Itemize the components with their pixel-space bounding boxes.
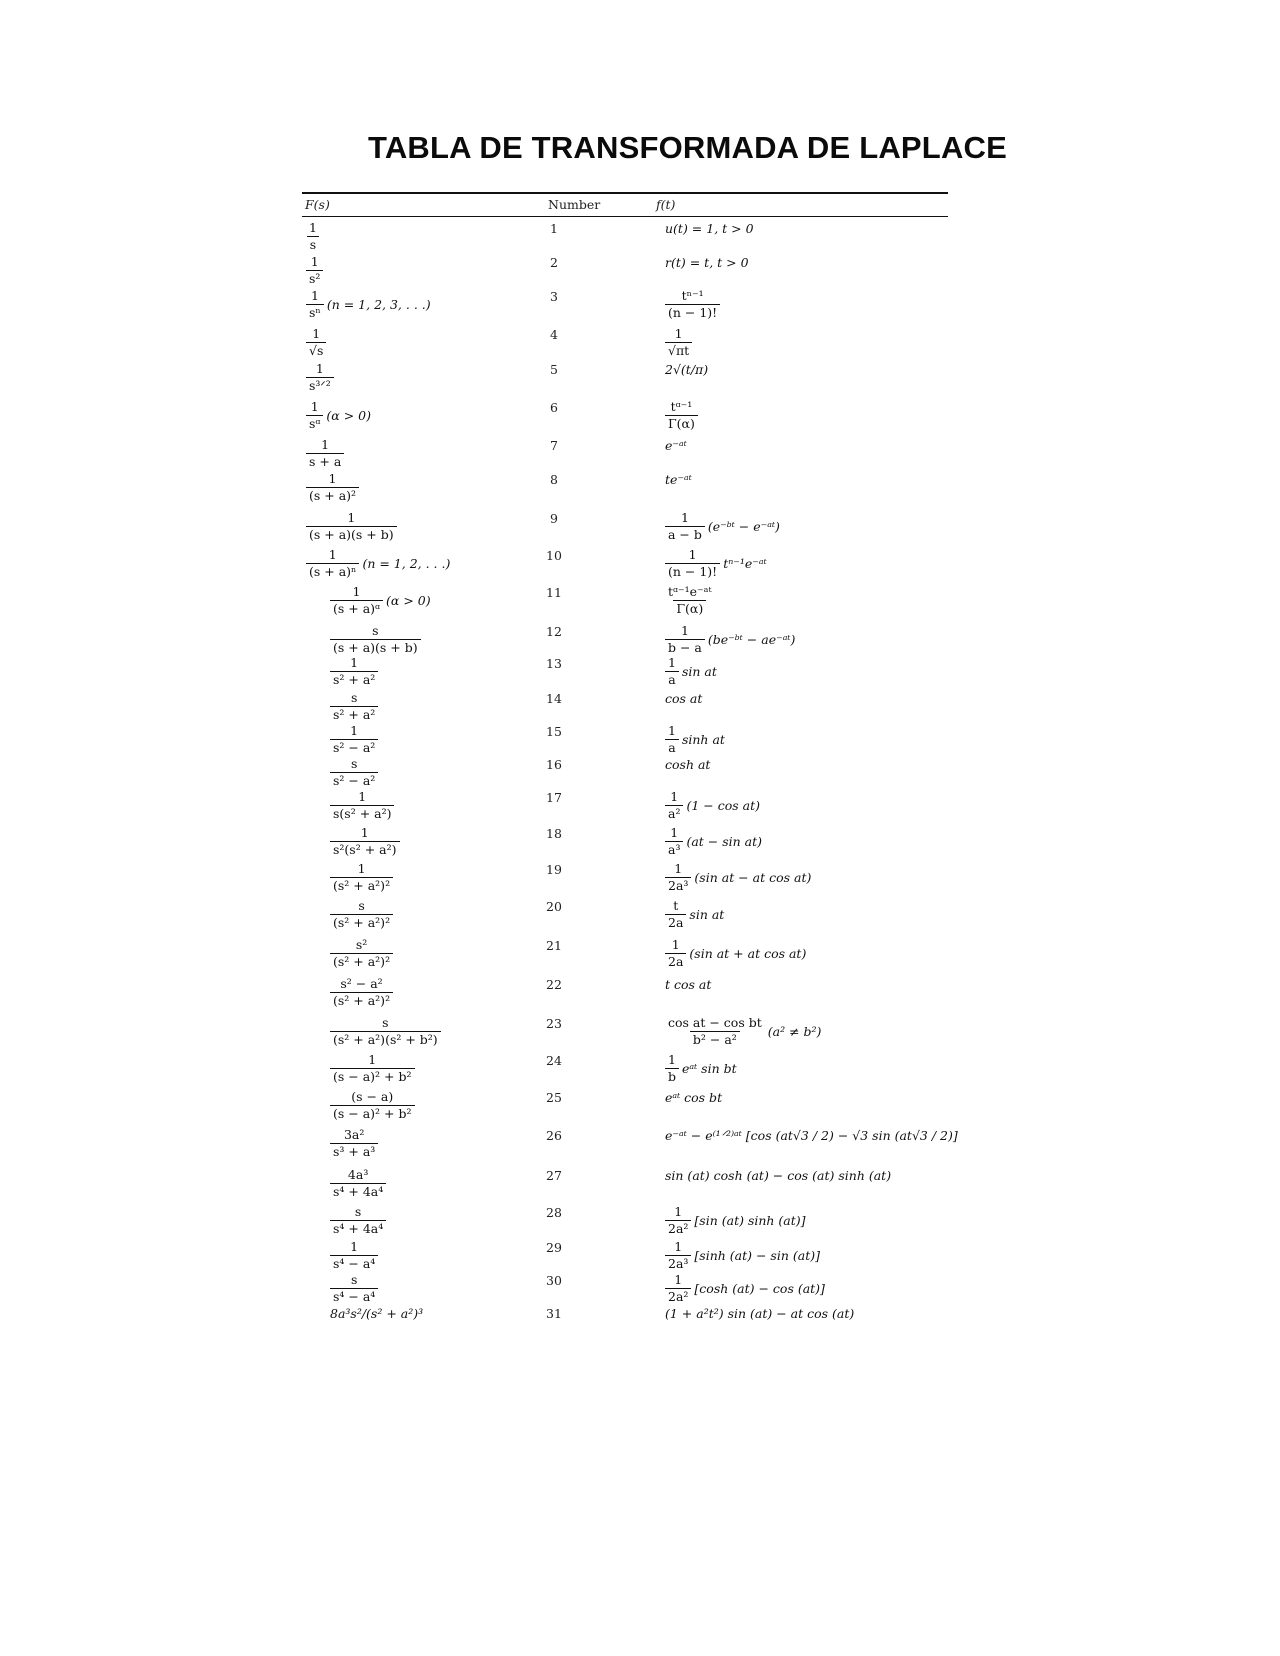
ft-cell [665, 255, 749, 271]
fs-fraction-denominator: s² + a² [330, 671, 378, 687]
fs-fraction-denominator: (s − a)² + b² [330, 1105, 415, 1121]
fs-fraction-numerator: 1 [350, 723, 359, 738]
fs-fraction-denominator: s² [306, 270, 323, 286]
fs-cell [306, 289, 431, 320]
ft-fraction-denominator: a³ [665, 841, 683, 857]
fs-fraction-denominator: (s² + a²)² [330, 992, 393, 1008]
fs-fraction-numerator: s [350, 690, 358, 705]
ft-cell [665, 691, 702, 707]
fs-cell [306, 511, 397, 542]
fs-fraction-numerator: 1 [315, 361, 324, 376]
ft-fraction [665, 826, 683, 857]
fs-fraction [330, 790, 394, 821]
ft-expression: (sin at − at cos at) [694, 870, 812, 885]
ft-cell [665, 362, 708, 378]
fs-fraction-denominator: sᵅ [306, 415, 323, 431]
fs-fraction [306, 221, 320, 252]
fs-fraction-denominator: s² − a² [330, 739, 378, 755]
fs-cell [330, 1053, 415, 1084]
row-number: 13 [546, 656, 562, 671]
ft-fraction [665, 327, 692, 358]
row-number: 10 [546, 548, 562, 563]
fs-fraction [306, 548, 359, 579]
ft-cell [665, 1240, 820, 1271]
fs-cell [330, 862, 393, 893]
fs-fraction [330, 1053, 415, 1084]
ft-cell [665, 1205, 806, 1236]
ft-fraction-denominator: √πt [665, 342, 692, 358]
fs-fraction-numerator: 1 [352, 584, 361, 599]
ft-cell [665, 724, 725, 755]
ft-fraction-numerator: 1 [670, 825, 679, 840]
table-top-rule [302, 192, 948, 194]
ft-expression: cosh at [665, 757, 711, 772]
ft-fraction [665, 1053, 679, 1084]
fs-cell [306, 400, 371, 431]
ft-expression: te⁻ᵃᵗ [665, 472, 692, 487]
fs-fraction [330, 1090, 415, 1121]
ft-fraction [665, 1205, 691, 1236]
fs-fraction [330, 899, 393, 930]
row-number: 5 [550, 362, 558, 377]
ft-expression: u(t) = 1, t > 0 [665, 221, 754, 236]
ft-fraction-numerator: cos at − cos bt [668, 1015, 762, 1030]
ft-fraction [665, 862, 691, 893]
fs-cell [330, 1273, 378, 1304]
fs-fraction-numerator: 1 [312, 326, 321, 341]
ft-fraction-numerator: tᵅ⁻¹ [670, 399, 693, 414]
ft-cell [665, 757, 710, 773]
ft-fraction-numerator: 1 [674, 1272, 683, 1287]
fs-fraction-numerator: s [350, 1272, 358, 1287]
ft-fraction-denominator: b² − a² [690, 1031, 740, 1047]
ft-cell [665, 1128, 958, 1144]
ft-fraction-numerator: 1 [674, 326, 683, 341]
row-number: 24 [546, 1053, 562, 1068]
ft-fraction-denominator: 2a [665, 914, 686, 930]
fs-fraction-denominator: s⁴ + 4a⁴ [330, 1220, 386, 1236]
fs-fraction [330, 1205, 386, 1236]
row-number: 26 [546, 1128, 562, 1143]
fs-fraction-numerator: 1 [310, 288, 319, 303]
ft-fraction-numerator: 1 [674, 861, 683, 876]
fs-cell [330, 1090, 415, 1121]
ft-fraction-denominator: b − a [665, 639, 705, 655]
ft-fraction-denominator: (n − 1)! [665, 563, 720, 579]
ft-fraction [665, 548, 720, 579]
fs-fraction-numerator: s² [355, 937, 368, 952]
fs-fraction-denominator: (s + a)² [306, 487, 359, 503]
row-number: 1 [550, 221, 558, 236]
ft-fraction [665, 289, 720, 320]
ft-fraction-denominator: a [665, 739, 678, 755]
ft-fraction-denominator: 2a² [665, 1220, 691, 1236]
ft-expression: sin (at) cosh (at) − cos (at) sinh (at) [665, 1168, 892, 1183]
fs-cell [306, 548, 450, 579]
header-ft: f(t) [656, 197, 676, 212]
ft-fraction-numerator: 1 [668, 1052, 676, 1067]
ft-fraction [665, 899, 686, 930]
row-number: 31 [546, 1306, 562, 1321]
ft-cell [665, 977, 711, 993]
fs-fraction [306, 255, 323, 286]
ft-expression: sin at [689, 907, 725, 922]
page-title: TABLA DE TRANSFORMADA DE LAPLACE [368, 130, 1007, 165]
fs-fraction-numerator: s [358, 898, 365, 913]
fs-fraction-numerator: (s − a) [351, 1089, 394, 1104]
row-number: 12 [546, 624, 562, 639]
fs-cell [330, 691, 378, 722]
ft-fraction-denominator: a² [665, 805, 683, 821]
row-number: 16 [546, 757, 562, 772]
fs-fraction-denominator: s [307, 236, 319, 252]
fs-fraction-numerator: 1 [358, 789, 367, 804]
row-number: 11 [546, 585, 562, 600]
ft-expression: (e⁻ᵇᵗ − e⁻ᵃᵗ) [707, 519, 780, 534]
fs-fraction [330, 1016, 441, 1047]
ft-cell [665, 400, 698, 431]
fs-cell [330, 656, 378, 687]
row-number: 21 [546, 938, 562, 953]
ft-fraction-numerator: 1 [688, 547, 697, 562]
row-number: 28 [546, 1205, 562, 1220]
fs-fraction-numerator: 1 [360, 825, 369, 840]
ft-fraction [665, 938, 686, 969]
ft-expression: [cosh (at) − cos (at)] [694, 1281, 825, 1296]
ft-cell [665, 899, 724, 930]
fs-fraction-denominator: s⁴ + 4a⁴ [330, 1183, 386, 1199]
fs-fraction-denominator: (s² + a²)² [330, 914, 393, 930]
ft-fraction-numerator: 1 [671, 937, 680, 952]
fs-fraction-numerator: 1 [328, 547, 337, 562]
fs-cell [330, 1128, 378, 1159]
fs-fraction-numerator: s [354, 1204, 362, 1219]
fs-cell [330, 1016, 441, 1047]
ft-cell [665, 1016, 821, 1047]
ft-fraction [665, 790, 683, 821]
fs-fraction-denominator: (s + a)(s + b) [330, 639, 421, 655]
fs-fraction-denominator: s² − a² [330, 772, 378, 788]
fs-fraction-denominator: s²(s² + a²) [330, 841, 400, 857]
fs-fraction [330, 1128, 378, 1159]
fs-condition: (n = 1, 2, 3, . . .) [326, 297, 431, 312]
fs-fraction-numerator: 1 [310, 254, 319, 269]
fs-fraction-numerator: 1 [321, 437, 330, 452]
ft-fraction-denominator: b [665, 1068, 679, 1084]
ft-fraction-numerator: tⁿ⁻¹ [681, 288, 704, 303]
row-number: 27 [546, 1168, 562, 1183]
ft-cell [665, 1053, 737, 1084]
ft-fraction-denominator: a [665, 671, 678, 687]
fs-fraction-denominator: (s² + a²)(s² + b²) [330, 1031, 441, 1047]
fs-fraction-denominator: (s + a)ᵅ [330, 600, 383, 616]
fs-fraction-numerator: s² − a² [340, 976, 383, 991]
ft-cell [665, 862, 811, 893]
row-number: 3 [550, 289, 558, 304]
row-number: 9 [550, 511, 558, 526]
ft-fraction [665, 724, 679, 755]
row-number: 14 [546, 691, 562, 706]
fs-fraction-denominator: s³ᐟ² [306, 377, 334, 393]
fs-condition: (α > 0) [386, 593, 431, 608]
ft-cell [665, 790, 760, 821]
row-number: 15 [546, 724, 562, 739]
ft-fraction-numerator: 1 [680, 510, 689, 525]
ft-cell [665, 1090, 722, 1106]
ft-fraction-denominator: 2a² [665, 1288, 691, 1304]
ft-expression: e⁻ᵃᵗ − e⁽¹ᐟ²⁾ᵃᵗ [cos (at√3 / 2) − √3 sin (at√3 / 2)] [665, 1128, 958, 1143]
fs-fraction-denominator: (s² + a²)² [330, 953, 393, 969]
fs-fraction-denominator: sⁿ [306, 304, 324, 320]
header-number: Number [548, 197, 601, 212]
row-number: 23 [546, 1016, 562, 1031]
ft-fraction-numerator: 1 [680, 623, 689, 638]
ft-expression: tⁿ⁻¹e⁻ᵃᵗ [723, 556, 767, 571]
ft-fraction-numerator: 1 [670, 789, 679, 804]
ft-cell [665, 327, 692, 358]
ft-expression: sinh at [681, 732, 725, 747]
row-number: 22 [546, 977, 562, 992]
ft-fraction-denominator: 2a³ [665, 877, 691, 893]
fs-cell [330, 1306, 423, 1322]
ft-expression: t cos at [665, 977, 712, 992]
fs-fraction [330, 656, 378, 687]
fs-cell [306, 362, 334, 393]
ft-fraction-numerator: 1 [674, 1239, 683, 1254]
row-number: 17 [546, 790, 562, 805]
fs-cell [330, 938, 393, 969]
fs-fraction-denominator: √s [306, 342, 326, 358]
row-number: 2 [550, 255, 558, 270]
fs-cell [330, 899, 393, 930]
fs-fraction-numerator: 1 [368, 1052, 377, 1067]
ft-fraction-numerator: 1 [674, 1204, 683, 1219]
ft-fraction [665, 1016, 765, 1047]
fs-fraction-numerator: 1 [328, 471, 337, 486]
fs-fraction-numerator: s [350, 756, 358, 771]
fs-fraction [330, 1273, 378, 1304]
fs-cell [330, 757, 378, 788]
fs-fraction [306, 438, 344, 469]
fs-fraction-numerator: 1 [310, 399, 319, 414]
ft-cell [665, 938, 806, 969]
fs-fraction [330, 826, 400, 857]
row-number: 29 [546, 1240, 562, 1255]
ft-fraction-denominator: 2a³ [665, 1255, 691, 1271]
row-number: 7 [550, 438, 558, 453]
ft-cell [665, 438, 687, 454]
fs-fraction [306, 327, 326, 358]
fs-fraction-denominator: (s + a)(s + b) [306, 526, 397, 542]
ft-fraction-denominator: Γ(α) [673, 600, 706, 616]
ft-fraction-denominator: 2a [665, 953, 686, 969]
ft-cell [665, 1306, 854, 1322]
fs-fraction-numerator: 1 [309, 220, 317, 235]
ft-expression: [sinh (at) − sin (at)] [694, 1248, 820, 1263]
fs-fraction [330, 585, 383, 616]
fs-fraction-denominator: (s − a)² + b² [330, 1068, 415, 1084]
ft-fraction-numerator: tᵅ⁻¹e⁻ᵃᵗ [668, 584, 712, 599]
fs-cell [306, 327, 326, 358]
ft-expression: (1 − cos at) [686, 798, 760, 813]
fs-cell [330, 1168, 386, 1199]
fs-fraction [330, 977, 393, 1008]
ft-cell [665, 511, 780, 542]
ft-expression: (a² ≠ b²) [767, 1024, 822, 1039]
fs-fraction [330, 862, 393, 893]
row-number: 4 [550, 327, 558, 342]
ft-cell [665, 1168, 891, 1184]
row-number: 25 [546, 1090, 562, 1105]
ft-fraction-numerator: 1 [668, 655, 676, 670]
fs-fraction [330, 724, 378, 755]
row-number: 8 [550, 472, 558, 487]
fs-fraction-denominator: (s + a)ⁿ [306, 563, 359, 579]
fs-fraction [306, 362, 334, 393]
ft-fraction [665, 400, 698, 431]
ft-fraction [665, 1273, 691, 1304]
ft-cell [665, 472, 692, 488]
fs-condition: (α > 0) [326, 408, 371, 423]
fs-fraction-numerator: 1 [347, 510, 356, 525]
ft-fraction-denominator: Γ(α) [665, 415, 698, 431]
fs-fraction-denominator: s³ + a³ [330, 1143, 378, 1159]
fs-fraction-numerator: 3a² [343, 1127, 365, 1142]
fs-expression: 8a³s²/(s² + a²)³ [330, 1306, 424, 1321]
ft-cell [665, 656, 717, 687]
fs-fraction [330, 757, 378, 788]
ft-fraction [665, 656, 679, 687]
fs-condition: (n = 1, 2, . . .) [362, 556, 451, 571]
row-number: 18 [546, 826, 562, 841]
ft-expression: eᵃᵗ cos bt [665, 1090, 723, 1105]
ft-expression: (sin at + at cos at) [689, 946, 807, 961]
fs-cell [306, 438, 344, 469]
fs-cell [330, 1205, 386, 1236]
fs-fraction [330, 624, 421, 655]
header-fs: F(s) [305, 197, 330, 212]
fs-fraction-denominator: s(s² + a²) [330, 805, 394, 821]
fs-fraction-numerator: s [372, 623, 379, 638]
ft-expression: [sin (at) sinh (at)] [694, 1213, 806, 1228]
ft-expression: eᵃᵗ sin bt [682, 1061, 737, 1076]
ft-cell [665, 221, 754, 237]
ft-expression: e⁻ᵃᵗ [665, 438, 687, 453]
fs-cell [330, 826, 400, 857]
ft-expression: 2√(t/π) [665, 362, 709, 377]
fs-fraction [306, 289, 324, 320]
ft-fraction [665, 624, 705, 655]
ft-cell [665, 585, 715, 616]
fs-cell [330, 977, 393, 1008]
fs-fraction [330, 1168, 386, 1199]
fs-cell [306, 255, 323, 286]
ft-fraction-denominator: a − b [665, 526, 705, 542]
ft-fraction-numerator: 1 [668, 723, 676, 738]
table-header-rule [302, 216, 948, 217]
fs-cell [330, 624, 421, 655]
fs-cell [330, 724, 378, 755]
fs-fraction [306, 472, 359, 503]
ft-fraction [665, 511, 705, 542]
fs-cell [306, 472, 359, 503]
ft-fraction-denominator: (n − 1)! [665, 304, 720, 320]
fs-cell [330, 1240, 378, 1271]
fs-fraction-denominator: s⁴ − a⁴ [330, 1288, 378, 1304]
ft-fraction [665, 1240, 691, 1271]
ft-cell [665, 289, 720, 320]
fs-cell [330, 790, 394, 821]
fs-fraction-denominator: (s² + a²)² [330, 877, 393, 893]
ft-cell [665, 826, 762, 857]
ft-expression: (1 + a²t²) sin (at) − at cos (at) [665, 1306, 855, 1321]
ft-expression: r(t) = t, t > 0 [665, 255, 749, 270]
fs-fraction-numerator: 1 [350, 1239, 359, 1254]
fs-cell [330, 585, 431, 616]
fs-fraction [330, 691, 378, 722]
fs-cell [306, 221, 320, 252]
fs-fraction [306, 511, 397, 542]
fs-fraction [330, 938, 393, 969]
ft-expression: (at − sin at) [686, 834, 763, 849]
ft-expression: sin at [681, 664, 717, 679]
ft-expression: cos at [665, 691, 703, 706]
ft-cell [665, 548, 767, 579]
ft-cell [665, 1273, 825, 1304]
fs-fraction-numerator: 4a³ [347, 1167, 369, 1182]
fs-fraction-numerator: 1 [357, 861, 366, 876]
ft-fraction [665, 585, 715, 616]
fs-fraction [306, 400, 323, 431]
row-number: 20 [546, 899, 562, 914]
row-number: 30 [546, 1273, 562, 1288]
row-number: 19 [546, 862, 562, 877]
fs-fraction-denominator: s² + a² [330, 706, 378, 722]
fs-fraction-denominator: s⁴ − a⁴ [330, 1255, 378, 1271]
fs-fraction-denominator: s + a [306, 453, 344, 469]
ft-cell [665, 624, 795, 655]
fs-fraction [330, 1240, 378, 1271]
ft-expression: (be⁻ᵇᵗ − ae⁻ᵃᵗ) [707, 632, 796, 647]
row-number: 6 [550, 400, 558, 415]
fs-fraction-numerator: s [382, 1015, 389, 1030]
fs-fraction-numerator: 1 [350, 655, 359, 670]
ft-fraction-numerator: t [673, 898, 679, 913]
